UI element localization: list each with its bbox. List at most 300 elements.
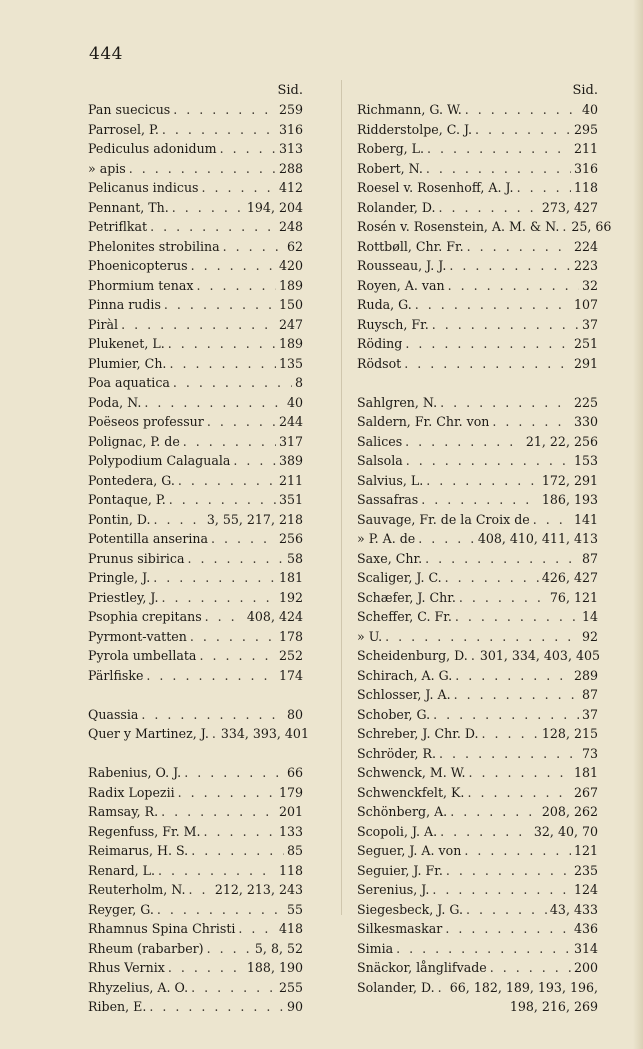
dot-leader bbox=[146, 666, 276, 686]
entry-pages: 37 bbox=[581, 316, 598, 332]
entry-pages: 121 bbox=[573, 843, 598, 858]
index-entry bbox=[357, 490, 598, 510]
entry-name: Pärlfiske bbox=[88, 667, 144, 683]
entry-pages: 192 bbox=[278, 589, 303, 605]
dot-leader bbox=[405, 334, 571, 354]
entry-name: Ruysch, Fr. bbox=[357, 316, 429, 332]
entry-pages: 178 bbox=[278, 628, 303, 644]
dot-leader bbox=[207, 939, 252, 959]
index-entry bbox=[88, 919, 303, 939]
dot-leader bbox=[471, 646, 477, 666]
entry-name: Rheum (rabarber) bbox=[88, 940, 204, 956]
entry-name: Pontedera, G. bbox=[88, 472, 175, 488]
dot-leader bbox=[238, 919, 276, 939]
entry-name: Phormium tenax bbox=[88, 277, 194, 293]
dot-leader bbox=[173, 100, 276, 120]
entry-name: Röding bbox=[357, 336, 403, 351]
entry-name: Pan suecicus bbox=[88, 102, 171, 117]
index-entry bbox=[357, 607, 598, 627]
index-entry bbox=[357, 666, 598, 686]
entry-name: Schreber, J. Chr. D. bbox=[357, 726, 479, 741]
entry-name: Rottbøll, Chr. Fr. bbox=[357, 238, 464, 254]
index-entry bbox=[88, 978, 303, 998]
entry-name: Rousseau, J. J. bbox=[357, 258, 447, 273]
dot-leader bbox=[450, 802, 539, 822]
entry-name: Snäckor, långlifvade bbox=[357, 960, 487, 975]
dot-leader bbox=[466, 900, 547, 920]
dot-leader bbox=[191, 841, 284, 861]
entry-pages: 412 bbox=[278, 180, 303, 195]
index-entry bbox=[88, 510, 303, 530]
dot-leader bbox=[149, 997, 284, 1017]
entry-pages: 21, 22, 256 bbox=[525, 433, 598, 449]
index-entry bbox=[88, 432, 303, 452]
entry-name: Poëseos professur bbox=[88, 414, 204, 429]
entry-name: Riben, E. bbox=[88, 999, 147, 1014]
dot-leader bbox=[415, 295, 571, 315]
entry-name: Psophia crepitans bbox=[88, 609, 202, 624]
index-entry bbox=[88, 139, 303, 159]
entry-name: Rhyzelius, A. O. bbox=[88, 979, 189, 995]
dot-leader bbox=[204, 822, 276, 842]
entry-pages: 62 bbox=[286, 238, 303, 254]
entry-pages: 420 bbox=[278, 258, 303, 273]
entry-name: Saldern, Fr. Chr. von bbox=[357, 414, 490, 429]
entry-name: Rosén v. Rosenstein, A. M. & N. bbox=[357, 219, 560, 234]
index-entry bbox=[357, 724, 598, 744]
index-entry bbox=[357, 588, 598, 608]
entry-pages-continuation: 198, 216, 269 bbox=[509, 999, 598, 1014]
index-entry bbox=[88, 373, 303, 393]
dot-leader bbox=[562, 217, 568, 237]
dot-leader bbox=[385, 627, 579, 647]
index-entry bbox=[88, 666, 303, 686]
entry-name: Poa aquatica bbox=[88, 375, 170, 390]
entry-pages: 418 bbox=[278, 921, 303, 936]
index-entry bbox=[357, 334, 598, 354]
dot-leader bbox=[427, 139, 571, 159]
entry-name: Reimarus, H. S. bbox=[88, 843, 189, 858]
dot-leader bbox=[141, 705, 284, 725]
dot-leader bbox=[187, 549, 283, 569]
index-entry bbox=[357, 861, 598, 881]
section-gap bbox=[88, 744, 303, 764]
index-entry bbox=[357, 939, 598, 959]
dot-leader bbox=[199, 646, 276, 666]
index-entry bbox=[357, 256, 598, 276]
entry-pages: 317 bbox=[278, 433, 303, 449]
entry-pages: 66 bbox=[286, 765, 303, 780]
dot-leader bbox=[467, 237, 571, 257]
entry-name: Quer y Martinez, J. bbox=[88, 726, 209, 741]
dot-leader bbox=[405, 432, 523, 452]
page-edge bbox=[633, 0, 643, 1049]
index-entry bbox=[88, 607, 303, 627]
entry-pages: 408, 410, 411, 413 bbox=[477, 531, 598, 546]
entry-name: Piràl bbox=[88, 316, 119, 332]
entry-pages: 43, 433 bbox=[549, 901, 598, 917]
entry-name: Ruda, G. bbox=[357, 297, 412, 312]
entry-pages: 225 bbox=[573, 394, 598, 410]
entry-pages: 273, 427 bbox=[541, 199, 598, 215]
index-entry bbox=[357, 978, 598, 998]
entry-name: Roesel v. Rosenhoff, A. J. bbox=[357, 180, 514, 195]
index-entry bbox=[357, 432, 598, 452]
dot-leader bbox=[162, 588, 276, 608]
entry-pages: 389 bbox=[278, 453, 303, 468]
index-entry bbox=[357, 510, 598, 530]
dot-leader bbox=[455, 607, 579, 627]
entry-name: Polignac, P. de bbox=[88, 433, 180, 449]
index-entry bbox=[88, 529, 303, 549]
entry-pages: 181 bbox=[278, 570, 303, 585]
index-entry bbox=[357, 627, 598, 647]
dot-leader bbox=[438, 978, 447, 998]
entry-name: Scheffer, C. Fr. bbox=[357, 609, 452, 624]
entry-name: Renard, L. bbox=[88, 862, 156, 878]
dot-leader bbox=[445, 568, 539, 588]
entry-pages: 179 bbox=[278, 784, 303, 800]
entry-pages: 426, 427 bbox=[541, 570, 598, 585]
dot-leader bbox=[233, 451, 276, 471]
entry-name: Schæfer, J. Chr. bbox=[357, 589, 456, 605]
entry-pages: 135 bbox=[278, 355, 303, 371]
index-entry bbox=[357, 822, 598, 842]
entry-pages: 330 bbox=[573, 414, 598, 429]
index-entry bbox=[88, 568, 303, 588]
entry-name: Siegesbeck, J. G. bbox=[357, 901, 463, 917]
entry-pages: 150 bbox=[278, 297, 303, 312]
index-entry bbox=[357, 315, 598, 335]
entry-name: » P. A. de bbox=[357, 531, 416, 546]
dot-leader bbox=[183, 432, 276, 452]
entry-name: » apis bbox=[88, 160, 126, 176]
dot-leader bbox=[190, 627, 276, 647]
dot-leader bbox=[432, 880, 571, 900]
index-column-left bbox=[88, 81, 309, 1017]
entry-name: Potentilla anserina bbox=[88, 531, 209, 546]
entry-name: Seguer, J. A. von bbox=[357, 843, 462, 858]
index-entry bbox=[357, 685, 598, 705]
dot-leader bbox=[465, 100, 579, 120]
index-entry bbox=[357, 139, 598, 159]
index-entry bbox=[88, 822, 303, 842]
entry-name: Pringle, J. bbox=[88, 570, 151, 585]
index-entry bbox=[357, 471, 598, 491]
dot-leader bbox=[191, 256, 276, 276]
index-entry bbox=[357, 705, 598, 725]
dot-leader bbox=[440, 393, 571, 413]
entry-name: Phoenicopterus bbox=[88, 258, 188, 273]
entry-name: Scaliger, J. C. bbox=[357, 570, 442, 585]
index-entry bbox=[88, 159, 303, 179]
entry-name: Regenfuss, Fr. M. bbox=[88, 823, 201, 839]
dot-leader bbox=[439, 744, 579, 764]
dot-leader bbox=[448, 276, 579, 296]
column-header: Sid. bbox=[572, 83, 598, 98]
dot-leader bbox=[212, 724, 218, 744]
entry-pages: 189 bbox=[278, 336, 303, 351]
entry-name: Sassafras bbox=[357, 492, 419, 507]
entry-pages: 351 bbox=[278, 492, 303, 507]
entry-name: Salsola bbox=[357, 453, 403, 468]
entry-pages: 259 bbox=[278, 102, 303, 117]
index-entry bbox=[88, 900, 303, 920]
entry-name: Schönberg, A. bbox=[357, 804, 448, 819]
index-entry bbox=[88, 276, 303, 296]
entry-pages: 235 bbox=[573, 862, 598, 878]
index-entry bbox=[88, 724, 309, 744]
entry-pages: 55 bbox=[286, 901, 303, 917]
dot-leader bbox=[211, 529, 276, 549]
dot-leader bbox=[178, 471, 276, 491]
index-entry bbox=[357, 646, 598, 666]
dot-leader bbox=[404, 354, 571, 374]
entry-name: Pinna rudis bbox=[88, 297, 161, 312]
entry-pages: 256 bbox=[278, 531, 303, 546]
entry-name: Petriflkat bbox=[88, 219, 148, 234]
dot-leader bbox=[426, 471, 539, 491]
index-entry bbox=[88, 256, 303, 276]
entry-name: Phelonites strobilina bbox=[88, 238, 220, 254]
dot-leader bbox=[421, 490, 539, 510]
dot-leader bbox=[454, 685, 579, 705]
dot-leader bbox=[467, 783, 571, 803]
index-entry bbox=[357, 412, 598, 432]
dot-leader bbox=[475, 120, 571, 140]
entry-name: Scopoli, J. A. bbox=[357, 823, 438, 839]
index-entry bbox=[88, 120, 303, 140]
dot-leader bbox=[432, 315, 579, 335]
dot-leader bbox=[153, 568, 276, 588]
entry-pages: 314 bbox=[573, 940, 598, 956]
index-entry bbox=[357, 451, 598, 471]
dot-leader bbox=[459, 588, 547, 608]
dot-leader bbox=[150, 217, 276, 237]
entry-name: Seguier, J. Fr. bbox=[357, 862, 443, 878]
entry-name: Pontaque, P. bbox=[88, 492, 166, 507]
entry-name: Polypodium Calaguala bbox=[88, 453, 231, 468]
entry-name: Parrosel, P. bbox=[88, 121, 159, 137]
entry-name: Pontin, D. bbox=[88, 511, 151, 527]
index-entry bbox=[88, 490, 303, 510]
entry-name: Schwenckfelt, K. bbox=[357, 784, 465, 800]
entry-pages: 244 bbox=[278, 414, 303, 429]
entry-name: Reuterholm, N. bbox=[88, 882, 186, 897]
index-entry bbox=[88, 412, 303, 432]
entry-pages: 172, 291 bbox=[541, 472, 598, 488]
index-entry bbox=[357, 529, 598, 549]
index-entry bbox=[357, 159, 598, 179]
entry-name: Saxe, Chr. bbox=[357, 550, 423, 566]
index-entry bbox=[88, 198, 303, 218]
entry-pages: 436 bbox=[573, 921, 598, 936]
index-entry bbox=[88, 393, 303, 413]
index-entry bbox=[357, 900, 598, 920]
entry-name: Schober, G. bbox=[357, 706, 431, 722]
entry-pages: 211 bbox=[278, 472, 303, 488]
index-entry bbox=[88, 783, 303, 803]
entry-name: Radix Lopezii bbox=[88, 784, 175, 800]
entry-pages: 76, 121 bbox=[549, 589, 598, 605]
index-entry bbox=[88, 334, 303, 354]
dot-leader bbox=[184, 763, 284, 783]
entry-pages: 141 bbox=[573, 511, 598, 527]
entry-name: Pyrola umbellata bbox=[88, 648, 197, 663]
dot-leader bbox=[440, 822, 531, 842]
index-entry bbox=[357, 880, 598, 900]
index-entry bbox=[88, 315, 303, 335]
entry-pages: 80 bbox=[286, 706, 303, 722]
entry-pages: 118 bbox=[278, 862, 303, 878]
dot-leader bbox=[396, 939, 571, 959]
dot-leader bbox=[202, 178, 276, 198]
index-entry bbox=[88, 646, 303, 666]
entry-pages: 194, 204 bbox=[246, 199, 303, 215]
entry-name: Plukenet, L. bbox=[88, 336, 165, 351]
section-gap bbox=[88, 685, 303, 705]
dot-leader bbox=[446, 861, 571, 881]
index-column-right bbox=[357, 81, 612, 1017]
dot-leader bbox=[178, 783, 276, 803]
dot-leader bbox=[433, 705, 579, 725]
entry-name: Pennant, Th. bbox=[88, 199, 169, 215]
entry-pages: 316 bbox=[573, 160, 598, 176]
dot-leader bbox=[533, 510, 571, 530]
dot-leader bbox=[220, 139, 276, 159]
entry-pages: 316 bbox=[278, 121, 303, 137]
entry-pages: 14 bbox=[581, 609, 598, 624]
index-entry bbox=[88, 997, 303, 1017]
entry-name: Reyger, G. bbox=[88, 901, 154, 917]
dot-leader bbox=[188, 880, 211, 900]
entry-name: Pediculus adonidum bbox=[88, 141, 217, 156]
entry-pages: 212, 213, 243 bbox=[214, 882, 303, 897]
index-entry bbox=[357, 919, 598, 939]
index-entry bbox=[88, 841, 303, 861]
index-entry bbox=[357, 393, 598, 413]
index-entry bbox=[357, 295, 598, 315]
dot-leader bbox=[455, 666, 571, 686]
dot-leader bbox=[154, 510, 204, 530]
index-entry bbox=[88, 627, 303, 647]
entry-name: Ramsay, R. bbox=[88, 804, 159, 819]
entry-name: Schirach, A. G. bbox=[357, 667, 453, 683]
entry-pages: 90 bbox=[286, 999, 303, 1014]
entry-pages: 87 bbox=[581, 550, 598, 566]
index-entry bbox=[88, 178, 303, 198]
index-entry bbox=[88, 549, 303, 569]
entry-pages: 58 bbox=[286, 550, 303, 566]
entry-pages: 32 bbox=[581, 277, 598, 293]
dot-leader bbox=[196, 276, 276, 296]
entry-name: Sahlgren, N. bbox=[357, 394, 438, 410]
entry-name: Prunus sibirica bbox=[88, 550, 185, 566]
entry-name: Pelicanus indicus bbox=[88, 180, 199, 195]
entry-pages: 313 bbox=[278, 141, 303, 156]
index-entry bbox=[357, 783, 598, 803]
dot-leader bbox=[426, 159, 571, 179]
index-entry bbox=[88, 451, 303, 471]
dot-leader bbox=[468, 763, 570, 783]
entry-name: Roberg, L. bbox=[357, 141, 425, 156]
entry-name: Rabenius, O. J. bbox=[88, 765, 182, 780]
dot-leader bbox=[173, 373, 292, 393]
index-entry bbox=[357, 217, 612, 237]
entry-name: Serenius, J. bbox=[357, 882, 430, 897]
entry-pages: 223 bbox=[573, 258, 598, 273]
dot-leader bbox=[425, 549, 579, 569]
dot-leader bbox=[418, 529, 475, 549]
index-entry bbox=[88, 880, 303, 900]
index-entry bbox=[88, 588, 303, 608]
dot-leader bbox=[169, 354, 276, 374]
entry-pages: 301, 334, 403, 405 bbox=[479, 648, 600, 663]
dot-leader bbox=[492, 412, 571, 432]
entry-name: Richmann, G. W. bbox=[357, 102, 462, 117]
entry-name: Solander, D. bbox=[357, 979, 435, 995]
dot-leader bbox=[168, 958, 244, 978]
entry-pages: 188, 190 bbox=[246, 960, 303, 975]
entry-pages: 295 bbox=[573, 121, 598, 137]
entry-pages: 255 bbox=[278, 979, 303, 995]
entry-pages: 200 bbox=[573, 960, 598, 975]
section-gap bbox=[357, 373, 598, 393]
entry-pages: 181 bbox=[573, 765, 598, 780]
entry-pages: 186, 193 bbox=[541, 492, 598, 507]
entry-name: Sauvage, Fr. de la Croix de bbox=[357, 511, 530, 527]
dot-leader bbox=[439, 198, 539, 218]
index-entry bbox=[88, 705, 303, 725]
dot-leader bbox=[164, 295, 276, 315]
entry-pages: 107 bbox=[573, 297, 598, 312]
index-entry bbox=[357, 178, 598, 198]
dot-leader bbox=[464, 841, 571, 861]
entry-pages: 291 bbox=[573, 355, 598, 371]
column-divider bbox=[341, 80, 342, 915]
entry-pages: 133 bbox=[278, 823, 303, 839]
entry-pages: 40 bbox=[581, 102, 598, 117]
dot-leader bbox=[172, 198, 244, 218]
entry-name: Ridderstolpe, C. J. bbox=[357, 121, 473, 137]
entry-name: Rhus Vernix bbox=[88, 960, 165, 975]
index-entry bbox=[357, 997, 598, 1017]
entry-name: Rhamnus Spina Christi bbox=[88, 921, 236, 936]
index-entry bbox=[88, 354, 303, 374]
dot-leader bbox=[207, 412, 276, 432]
entry-pages: 189 bbox=[278, 277, 303, 293]
dot-leader bbox=[445, 919, 571, 939]
entry-name: Rolander, D. bbox=[357, 199, 436, 215]
entry-list bbox=[357, 100, 612, 1017]
entry-name: Schröder, R. bbox=[357, 745, 437, 761]
index-entry bbox=[88, 802, 303, 822]
entry-pages: 66, 182, 189, 193, 196, bbox=[449, 979, 598, 995]
entry-name: Salices bbox=[357, 433, 403, 449]
entry-pages: 73 bbox=[581, 745, 598, 761]
dot-leader bbox=[144, 393, 284, 413]
entry-pages: 85 bbox=[286, 843, 303, 858]
entry-pages: 251 bbox=[573, 336, 598, 351]
index-entry bbox=[357, 568, 598, 588]
entry-pages: 408, 424 bbox=[246, 609, 303, 624]
index-entry bbox=[88, 471, 303, 491]
dot-leader bbox=[157, 900, 284, 920]
entry-pages: 248 bbox=[278, 219, 303, 234]
dot-leader bbox=[161, 802, 276, 822]
index-entry bbox=[88, 100, 303, 120]
index-entry bbox=[357, 549, 598, 569]
